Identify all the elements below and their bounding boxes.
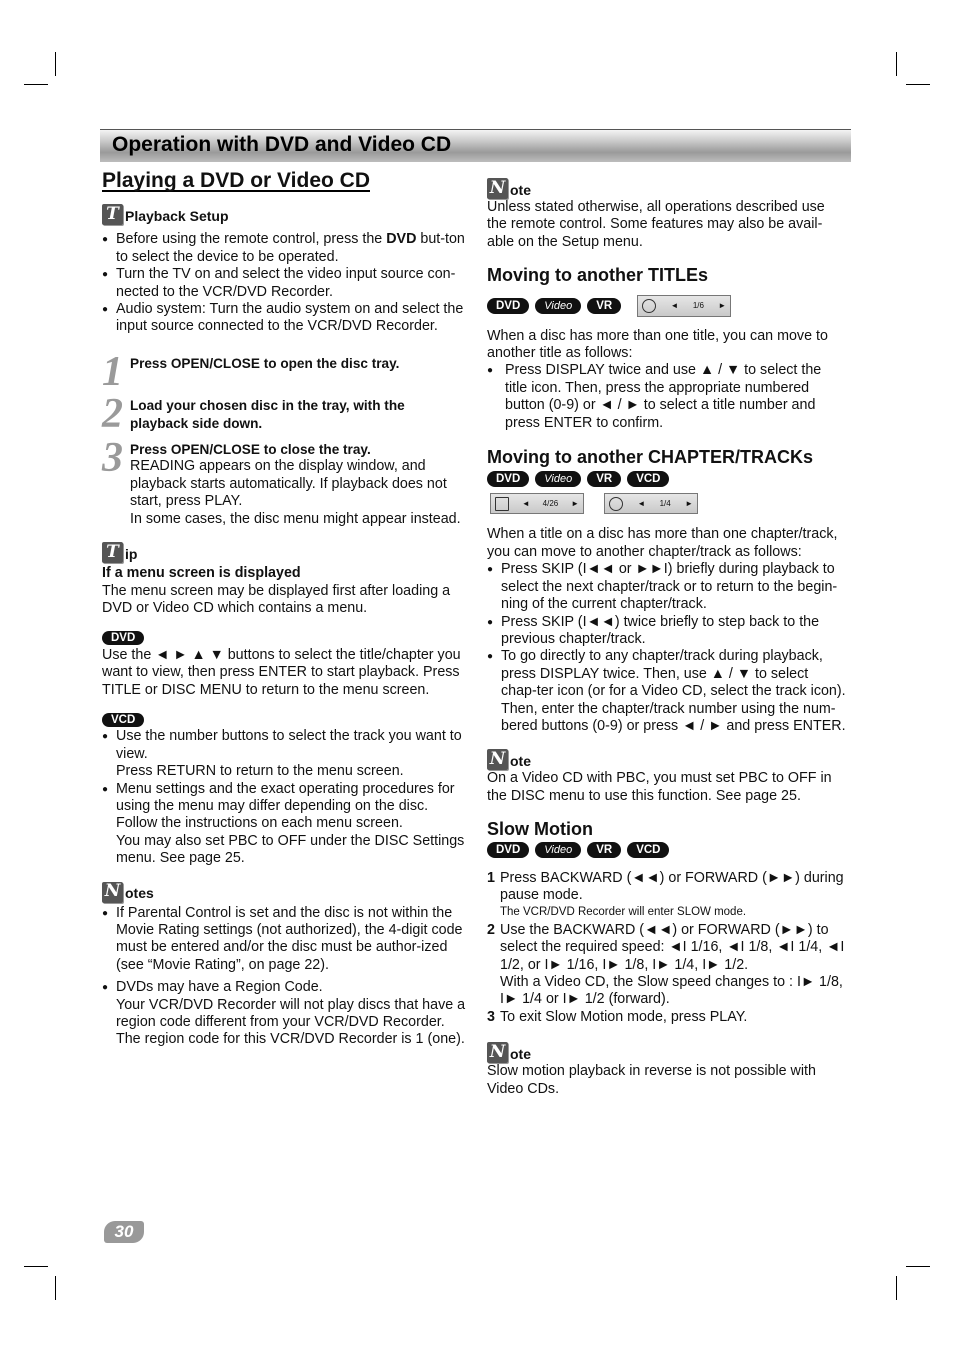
note-icon: N: [487, 1042, 508, 1063]
note-text: On a Video CD with PBC, you must set PBC to OFF in the DISC menu to use this function. See page 25.: [487, 770, 832, 804]
note-text: Unless stated otherwise, all operations described use the remote control. Some features may also be avail-able on the Setup menu.: [487, 199, 825, 250]
playback-setup-label: Playback Setup: [125, 208, 229, 224]
dvd-badge: DVD: [487, 842, 529, 858]
list-item: ● Press DISPLAY twice and use ▲ / ▼ to select the title icon. Then, press the appropriate numbered button (0-9) or ◄ / ► to select a title number and press ENTER to confirm.: [487, 362, 847, 432]
vr-badge: VR: [587, 842, 621, 858]
titles-text: When a disc has more than one title, you can move to another title as follows:: [487, 327, 828, 362]
chapter-osd: ◄ 4/26 ►: [490, 493, 584, 514]
step-number: 3: [102, 435, 123, 482]
title-icon: [642, 299, 656, 313]
vr-badge: VR: [587, 298, 621, 314]
titles-badges: [487, 295, 847, 317]
list-item: ● Audio system: Turn the audio system on and select the input source connected to the VCR/DVD Recorder.: [102, 301, 466, 336]
setup-list: [102, 231, 466, 335]
notes-heading: N otes: [102, 882, 466, 903]
step-text: Load your chosen disc in the tray, with the playback side down.: [130, 398, 405, 431]
right-arrow-icon: ►: [718, 300, 727, 310]
tip-subheading: If a menu screen is displayed: [102, 565, 301, 582]
playback-setup-heading: [102, 204, 466, 225]
video-badge: Video: [535, 842, 581, 858]
crop-mark: [55, 52, 56, 76]
left-arrow-icon: ◄: [670, 300, 679, 310]
chapters-badges: [487, 471, 847, 487]
note-heading: N ote: [487, 178, 847, 199]
crop-mark: [906, 1266, 930, 1267]
tip-icon: T: [102, 542, 123, 563]
note-icon: N: [487, 178, 508, 199]
step-1: [102, 348, 466, 395]
note-icon: N: [102, 882, 123, 903]
right-column: [487, 178, 847, 1098]
list-item: ● Turn the TV on and select the video input source con-nected to the VCR/DVD Recorder.: [102, 266, 466, 301]
left-arrow-icon: ◄: [637, 499, 646, 509]
titles-heading: Moving to another TITLEs: [487, 265, 708, 286]
dvd-badge: DVD: [487, 471, 529, 487]
chapters-text: When a title on a disc has more than one chapter/track, you can move to another chapter/track as follows:: [487, 526, 838, 560]
chapters-heading: Moving to another CHAPTER/TRACKs: [487, 447, 813, 468]
chapter-osds: [490, 493, 847, 514]
list-item: ● Before using the remote control, press the DVD but-ton to select the device to be operated.: [102, 231, 466, 266]
video-badge: Video: [535, 298, 581, 314]
vcd-badge: VCD: [102, 713, 144, 727]
slow-step-2: 2 Use the BACKWARD (◄◄) or FORWARD (►►) to select the required speed: ◄I 1/16, ◄I 1/8, ◄I 1/4, ◄I 1/2, or I► 1/16, I► 1/8, I► 1/4, I► 1/2. With a Video CD, the Slow speed changes to : I► 1/8, I► 1/4 or I► 1/2 (forward).: [487, 921, 845, 1008]
dvd-badge: DVD: [102, 631, 144, 645]
vr-badge: VR: [587, 471, 621, 487]
section-title: Operation with DVD and Video CD: [112, 133, 452, 156]
note-heading: N ote: [487, 749, 847, 770]
note-heading: N ote: [487, 1042, 847, 1063]
video-badge: Video: [535, 471, 581, 487]
slow-step-1: 1 Press BACKWARD (◄◄) or FORWARD (►►) during pause mode. The VCR/DVD Recorder will enter SLOW mode.: [487, 869, 844, 919]
vcd-badge: VCD: [627, 842, 669, 858]
track-icon: [609, 497, 623, 511]
note-icon: N: [487, 749, 508, 770]
slow-badges: [487, 842, 847, 858]
dvd-badge: DVD: [487, 298, 529, 314]
step-text: Press OPEN/CLOSE to close the tray.: [130, 442, 371, 458]
crop-mark: [896, 1276, 897, 1300]
right-arrow-icon: ►: [685, 499, 693, 509]
crop-mark: [24, 84, 48, 85]
step-text: Press OPEN/CLOSE to open the disc tray.: [130, 355, 400, 371]
crop-mark: [55, 1276, 56, 1300]
tip-heading: T ip: [102, 542, 466, 563]
right-arrow-icon: ►: [571, 499, 579, 509]
tip-icon: T: [102, 204, 123, 225]
list-item: ● Press SKIP (I◄◄) twice briefly to step back to the previous chapter/track.: [487, 614, 847, 649]
step-2: [102, 391, 466, 438]
left-column: [102, 170, 466, 1049]
tip-text: The menu screen may be displayed first after loading a DVD or Video CD which contains a menu.: [102, 582, 451, 616]
track-osd: ◄ 1/4 ►: [604, 493, 698, 514]
list-item: ● Press SKIP (I◄◄ or ►►I) briefly during playback to select the next chapter/track or to return to the begin-ning of the current chapter/track.: [487, 561, 847, 613]
note-text: Slow motion playback in reverse is not possible with Video CDs.: [487, 1063, 816, 1097]
list-item: ● To go directly to any chapter/track during playback, press DISPLAY twice. Then, use ▲ / ▼ to select chap-ter icon (or for a Video CD, select the track icon). Then, enter the chapter/track number using the num-bered buttons (0-9) or press ◄ / ► and press ENTER.: [487, 648, 847, 735]
step-number: 2: [102, 391, 123, 438]
chapter-icon: [495, 497, 509, 511]
page-title: Playing a DVD or Video CD: [102, 169, 371, 192]
page-number: 30: [104, 1221, 144, 1243]
vcd-badge: VCD: [627, 471, 669, 487]
slow-step-3: 3 To exit Slow Motion mode, press PLAY.: [487, 1008, 748, 1025]
list-item: ● DVDs may have a Region Code. Your VCR/DVD Recorder will not play discs that have a region code different from your VCR/DVD Recorder. The region code for this VCR/DVD Recorder is 1 (one).: [102, 979, 466, 1049]
step-number: 1: [102, 348, 123, 395]
crop-mark: [896, 52, 897, 76]
list-item: ● Menu settings and the exact operating procedures for using the menu may differ depending on the disc. Follow the instructions on each menu screen. You may also set PBC to OFF under the DISC Settings menu. See page 25.: [102, 781, 466, 868]
list-item: ● If Parental Control is set and the disc is not within the Movie Rating settings (not authorized), the 4-digit code must be entered and/or the disc must be author-ized (see “Movie Rating”, on page 22).: [102, 905, 466, 975]
crop-mark: [24, 1266, 48, 1267]
slow-motion-heading: Slow Motion: [487, 819, 593, 840]
step-detail: In some cases, the disc menu might appear instead.: [130, 510, 461, 527]
dvd-text: Use the ◄ ► ▲ ▼ buttons to select the title/chapter you want to view, then press ENTER to start playback. Press TITLE or DISC MENU to return to the menu screen.: [102, 646, 461, 698]
section-header-bar: [100, 129, 851, 162]
step-detail: READING appears on the display window, and playback starts automatically. If playback does not start, press PLAY.: [130, 458, 447, 510]
list-item: ● Use the number buttons to select the track you want to view. Press RETURN to return to the menu screen.: [102, 728, 466, 780]
step-3: [102, 435, 466, 528]
crop-mark: [906, 84, 930, 85]
left-arrow-icon: ◄: [521, 499, 530, 509]
title-osd: ◄ 1/6 ►: [637, 295, 731, 317]
